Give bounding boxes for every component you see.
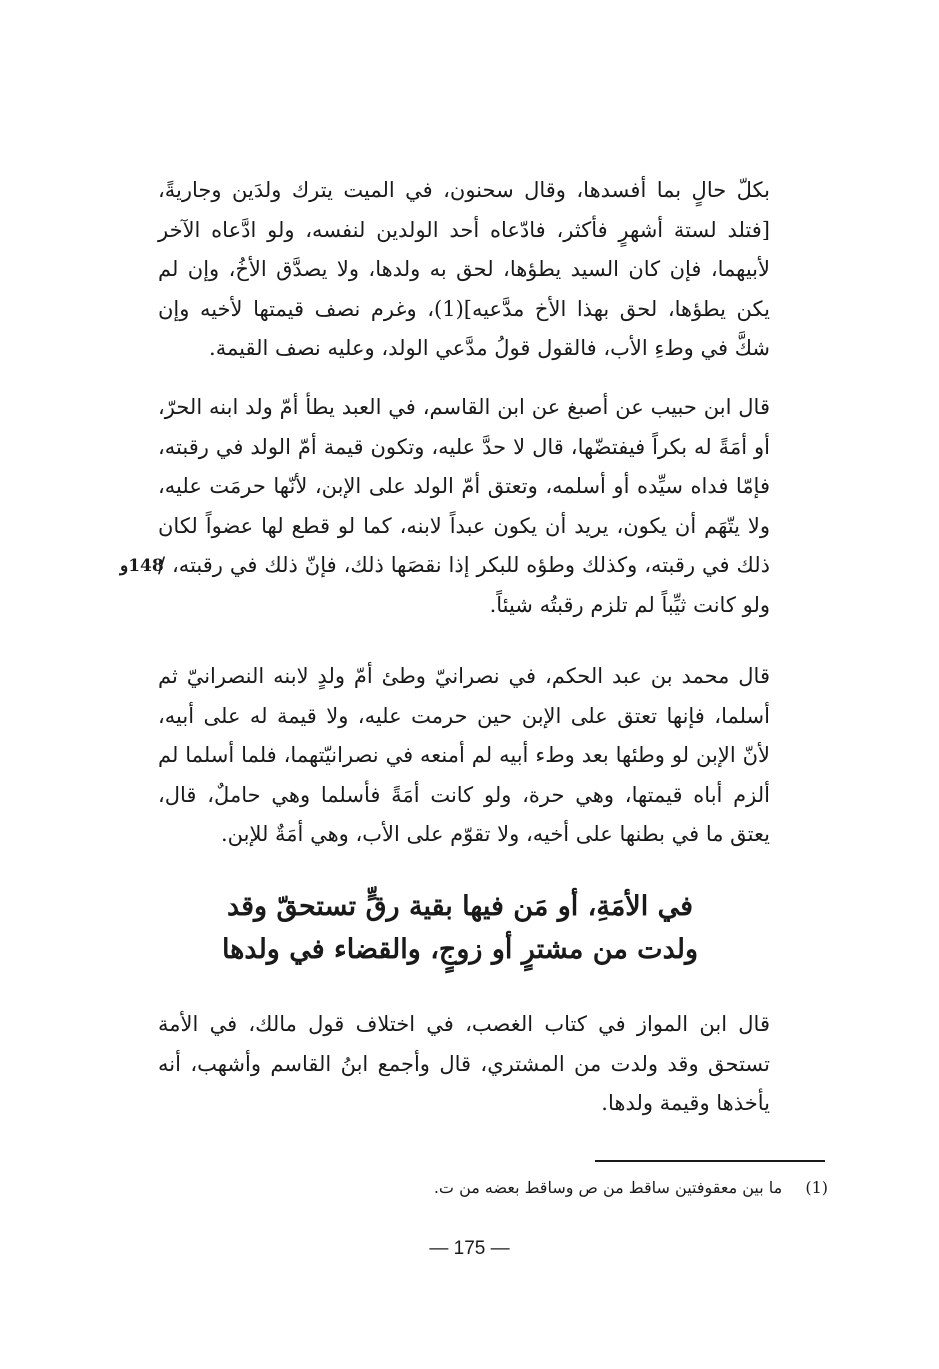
- footnote-text: ما بين معقوفتين ساقط من ص وساقط بعضه من ت.: [433, 1178, 783, 1197]
- heading-line-1: في الأمَةِ، أو مَن فيها بقية رقٍّ تستحقّ وقد: [226, 891, 694, 922]
- footnote-separator: [595, 1160, 825, 1162]
- paragraph-3: قال محمد بن عبد الحكم، في نصرانيّ وطئ أمّ ولدٍ لابنه النصرانيّ ثم أسلما، فإنها تعتق على الإبن حين حرمت عليه، ولا قيمة له على أبيه، لأنّ الإبن لو وطئها بعد وطء أبيه لم أمنعه في نصرانيّتهما، فلما أسلما لم ألزم أباه قيمتها، وهي حرة، ولو كانت أمَةً فأسلما وهي حاملٌ، قال، يعتق ما في بطنها على أخيه، ولا تقوّم على الأب، وهي أمَةٌ للإبن.: [158, 664, 770, 846]
- paragraph-4: قال ابن المواز في كتاب الغصب، في اختلاف قول مالك، في الأمة تستحق وقد ولدت من المشتري، قال وأجمع ابنُ القاسم وأشهب، أنه يأخذها وقيمة ولدها.: [158, 1012, 770, 1115]
- folio-margin-note: 148و: [120, 556, 164, 576]
- section-heading: [150, 885, 770, 971]
- footnote: [380, 1176, 828, 1200]
- page-number: — 175 —: [429, 1238, 510, 1259]
- heading-line-2: ولدت من مشترٍ أو زوجٍ، والقضاء في ولدها: [221, 934, 699, 965]
- footnote-number: (1): [805, 1178, 828, 1197]
- paragraph-2: قال ابن حبيب عن أصبغ عن ابن القاسم، في العبد يطأ أمّ ولد ابنه الحرّ، أو أمَةً له بكراً فيفتضّها، قال لا حدَّ عليه، وتكون قيمة أمّ الولد في رقبته، فإمّا فداه سيِّده أو أسلمه، وتعتق أمّ الولد على الإبن، لأنّها حرمَت عليه، ولا يتّهَم أن يكون، يريد أن يكون عبداً لابنه، كما لو قطع لها عضواً لكان ذلك في رقبته، وكذلك وطؤه للبكر إذا نقصَها ذلك، فإنّ ذلك في رقبته، / ولو كانت ثيِّباً لم تلزم رقبتُه شيئاً.: [158, 395, 770, 617]
- paragraph-1: بكلّ حالٍ بما أفسدها، وقال سحنون، في الميت يترك ولدَين وجاريةً، [فتلد لستة أشهرٍ فأكثر، فادّعاه أحد الولدين لنفسه، ولو ادَّعاه الآخر لأبيهما، فإن كان السيد يطؤها، لحق به ولدها، ولا يصدَّق الأخُ، وإن لم يكن يطؤها، لحق بهذا الأخ مدَّعيه](1)، وغرم نصف قيمتها لأخيه وإن شكَّ في وطءِ الأب، فالقول قولُ مدَّعي الولد، وعليه نصف القيمة.: [158, 178, 770, 360]
